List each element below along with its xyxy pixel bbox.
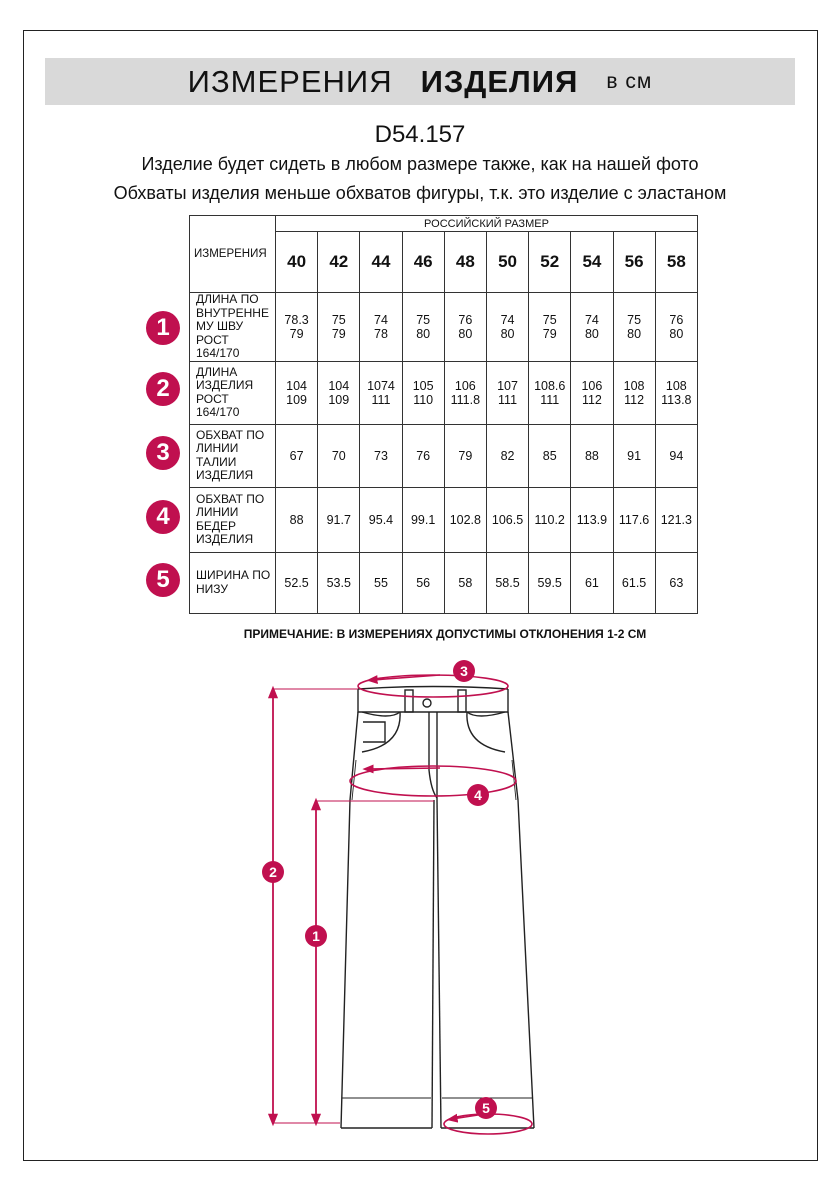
measurement-value-line: 75 [331, 312, 346, 327]
measurement-value-line: 80 [627, 326, 642, 341]
measurement-value-line: 73 [374, 448, 388, 463]
measurement-label-line: ЛИНИИ [196, 441, 239, 455]
measurement-value-line: 105 [412, 378, 434, 393]
measurement-value-line: 56 [416, 575, 431, 590]
measurement-value-line: 74 [500, 312, 515, 327]
measurement-value-line: 112 [581, 392, 602, 407]
measurement-value-line: 70 [331, 448, 346, 463]
measurement-label-line: ОБХВАТ ПО [196, 491, 265, 506]
measurement-value-line: 109 [328, 392, 350, 407]
diagram-marker-5 [475, 1097, 497, 1119]
measurement-value-line: 82 [500, 448, 515, 463]
measurement-value-line: 112 [624, 392, 645, 407]
measurement-value-line: 91.7 [326, 512, 351, 527]
measurement-label-line: ВНУТРЕННЕ [196, 305, 269, 320]
measurement-value-line: 106 [454, 378, 476, 393]
measurement-label-line: ШИРИНА ПО [196, 568, 271, 582]
measurement-value-line: 55 [374, 575, 388, 590]
size-header: 40 [276, 232, 318, 293]
measurement-value-line: 113.9 [576, 512, 608, 527]
row-number-badge: 4 [146, 500, 180, 534]
measurement-value-line: 74 [584, 312, 599, 327]
tolerance-note: ПРИМЕЧАНИЕ: В ИЗМЕРЕНИЯХ ДОПУСТИМЫ ОТКЛОНЕНИЯ 1-2 СМ [243, 627, 647, 641]
measurement-value-line: 80 [458, 326, 473, 341]
size-header: 42 [318, 232, 360, 293]
measurement-label-line: ДЛИНА [196, 364, 238, 379]
measurement-value-line: 88 [584, 448, 599, 463]
measurement-value-line: 104 [286, 378, 308, 393]
measurement-label-line: ОБХВАТ ПО [196, 427, 265, 442]
measurement-value-line: 75 [416, 312, 431, 327]
measurement-label-line: МУ ШВУ [196, 319, 244, 333]
measurement-label-line: ИЗДЕЛИЯ [196, 532, 254, 546]
measurement-value-line: 104 [328, 378, 350, 393]
size-header: 52 [529, 232, 571, 293]
measurement-value-line: 108 [665, 378, 687, 393]
svg-text:1: 1 [312, 928, 320, 944]
row-number-badge: 5 [146, 563, 180, 597]
measurement-label-line: ЛИНИИ [196, 505, 239, 519]
row-number-badge: 1 [146, 311, 180, 345]
measurement-value-line: 79 [331, 326, 346, 341]
measurement-label-line: ИЗДЕЛИЯ [196, 378, 254, 392]
measurement-value-line: 58 [458, 575, 473, 590]
measurement-value-line: 59.5 [537, 575, 562, 590]
measurement-value-line: 53.5 [326, 575, 351, 590]
title-part-2: ИЗДЕЛИЯ [420, 63, 579, 99]
measurement-value-line: 80 [416, 326, 431, 341]
pants-outline [341, 687, 534, 1129]
measurement-value-line: 52.5 [284, 575, 309, 590]
measurement-value-line: 61 [584, 575, 599, 590]
measurement-value-line: 79 [458, 448, 473, 463]
measurement-value-line: 106.5 [491, 512, 524, 527]
measurement-value-line: 94 [669, 448, 684, 463]
measurement-value-line: 80 [669, 326, 684, 341]
measurement-label-line: НИЗУ [196, 581, 229, 596]
measurement-value-line: 74 [374, 312, 388, 327]
svg-text:5: 5 [482, 1100, 490, 1116]
size-header: 54 [571, 232, 613, 293]
measurement-value-line: 111.8 [450, 392, 481, 407]
measurement-value-line: 99.1 [410, 512, 436, 527]
svg-text:2: 2 [269, 864, 277, 880]
measurements-header: ИЗМЕРЕНИЯ [190, 216, 276, 293]
product-code: D54.157 [374, 121, 466, 148]
row-number-badge: 2 [146, 372, 180, 406]
diagram-marker-3 [453, 660, 475, 682]
measurement-value-line: 91 [627, 448, 642, 463]
subtitle-elastane: Обхваты изделия меньше обхватов фигуры, т.к. это изделие с эластаном [113, 183, 727, 203]
measurement-label-line: ИЗДЕЛИЯ [196, 468, 254, 482]
diagram-marker-2 [262, 861, 284, 883]
measurement-value-line: 111 [498, 392, 518, 407]
measurement-value-line: 1074 [367, 378, 395, 393]
measurement-value-line: 102.8 [449, 512, 481, 527]
measurement-value-line: 95.4 [368, 512, 394, 527]
measurement-value-line: 78 [374, 326, 388, 341]
size-header: 44 [360, 232, 402, 293]
measurement-value-line: 110.2 [534, 512, 565, 527]
measurement-value-line: 61.5 [621, 575, 647, 590]
measurement-value-line: 88 [289, 512, 304, 527]
measurement-value-line: 80 [500, 326, 515, 341]
measurement-label-line: ДЛИНА ПО [196, 292, 259, 306]
subtitle-fit: Изделие будет сидеть в любом размере также, как на нашей фото [141, 154, 699, 174]
measurement-label-line: РОСТ 164/170 [196, 391, 240, 419]
measurement-value-line: 111 [371, 392, 391, 407]
measurement-value-line: 111 [540, 392, 560, 407]
size-header: 56 [613, 232, 655, 293]
measurement-value-line: 121.3 [660, 512, 692, 527]
svg-text:4: 4 [474, 787, 482, 803]
size-system-header: РОССИЙСКИЙ РАЗМЕР [276, 216, 698, 232]
measurement-value-line: 76 [416, 448, 431, 463]
measurement-value-line: 75 [627, 312, 642, 327]
measurement-value-line: 117.6 [618, 512, 650, 527]
measurement-value-line: 79 [289, 326, 304, 341]
measurement-value-line: 76 [669, 312, 684, 327]
measurement-value-line: 113.8 [661, 392, 692, 407]
size-header: 46 [402, 232, 444, 293]
size-header: 48 [444, 232, 486, 293]
size-header: 50 [486, 232, 528, 293]
measurement-value-line: 67 [289, 448, 304, 463]
measurement-value-line: 76 [458, 312, 473, 327]
measurement-value-line: 108 [623, 378, 645, 393]
measurement-value-line: 79 [542, 326, 557, 341]
measurement-label-line: ТАЛИИ [196, 454, 237, 469]
measurement-value-line: 85 [542, 448, 557, 463]
measurement-label-line: РОСТ 164/170 [196, 332, 240, 360]
measurement-value-line: 58.5 [495, 575, 520, 590]
title-unit: в см [606, 69, 653, 93]
svg-text:3: 3 [460, 663, 468, 679]
measurement-label-line: БЕДЕР [196, 518, 237, 533]
measurement-value-line: 63 [669, 575, 684, 590]
measurement-value-line: 78.3 [284, 312, 309, 327]
title-part-1: ИЗМЕРЕНИЯ [187, 63, 393, 99]
measurement-value-line: 109 [286, 392, 308, 407]
row-number-badge: 3 [146, 436, 180, 470]
diagram-marker-4 [467, 784, 489, 806]
inseam-measurement [316, 801, 434, 1120]
measurement-value-line: 107 [497, 378, 518, 393]
measurement-value-line: 75 [542, 312, 557, 327]
measurement-value-line: 106 [581, 378, 603, 393]
measurement-value-line: 108.6 [534, 378, 566, 393]
measurement-value-line: 110 [413, 392, 434, 407]
diagram-marker-1 [305, 925, 327, 947]
measurement-value-line: 80 [584, 326, 599, 341]
size-header: 58 [655, 232, 697, 293]
